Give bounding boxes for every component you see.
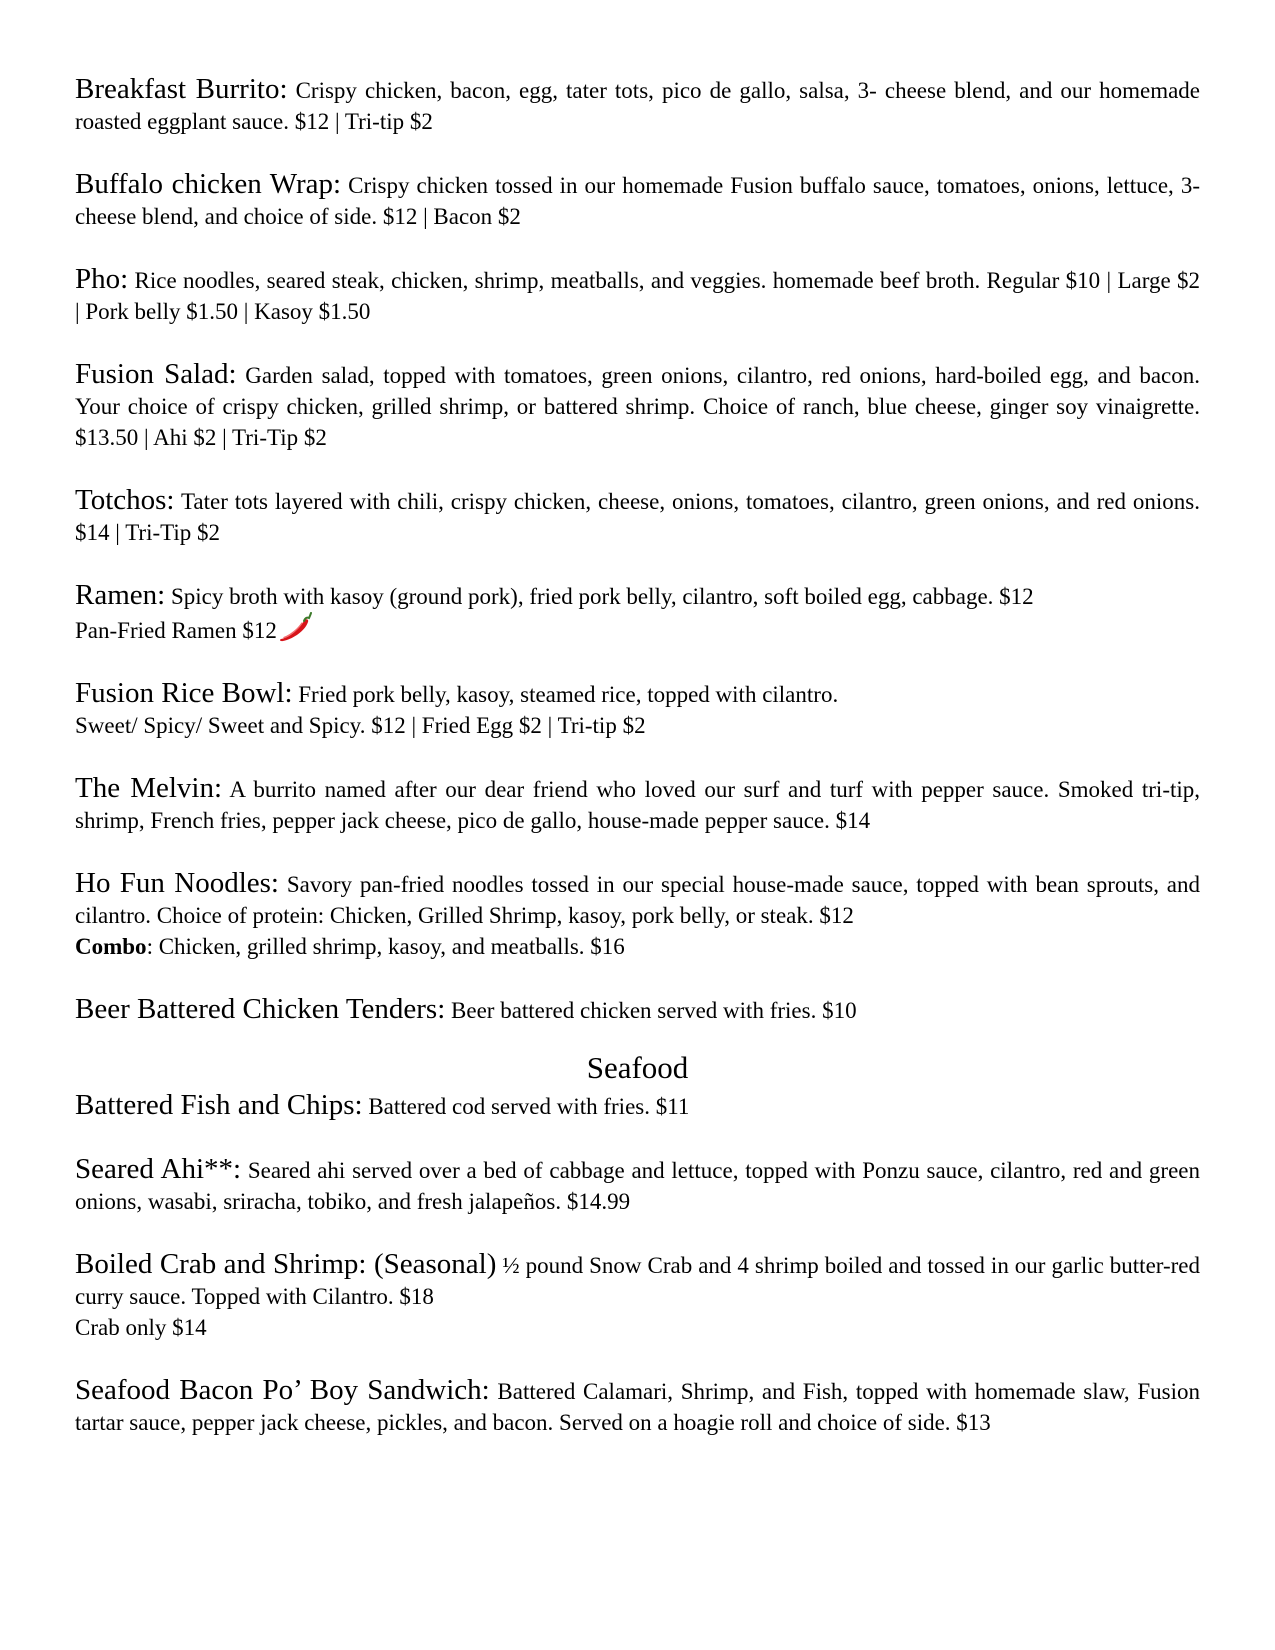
item-name: Fusion Salad: (75, 358, 237, 390)
menu-page (75, 74, 1200, 1470)
item-description: Savory pan-fried noodles tossed in our special house-made sauce, topped with bean sprouts, and cilantro. Choice of protein: Chicken, Grilled Shrimp, kasoy, pork belly, or steak. $12 (75, 872, 1201, 928)
menu-item-seafood-po-boy (75, 1375, 1200, 1438)
item-name: The Melvin: (75, 772, 223, 804)
item-extra-line (75, 612, 1200, 646)
item-description: Spicy broth with kasoy (ground pork), fried pork belly, cilantro, soft boiled egg, cabbage. $12 (170, 584, 1034, 609)
menu-item-buffalo-chicken-wrap (75, 169, 1200, 232)
item-name: Pho: (75, 263, 129, 295)
menu-item-pho (75, 264, 1200, 327)
item-name: Seafood Bacon Po’ Boy Sandwich: (75, 1374, 490, 1406)
item-description: Fried pork belly, kasoy, steamed rice, topped with cilantro. (298, 682, 839, 707)
item-extra: Crab only $14 (75, 1315, 207, 1340)
menu-item-ramen (75, 580, 1200, 646)
item-name: Breakfast Burrito: (75, 73, 288, 105)
item-description: ½ pound Snow Crab and 4 shrimp boiled and tossed in our garlic butter-red curry sauce. Topped with Cilantro. $18 (75, 1253, 1201, 1309)
item-description: Tater tots layered with chili, crispy chicken, cheese, onions, tomatoes, cilantro, green onions, and red onions. $14 | Tri-Tip $2 (75, 489, 1200, 545)
item-description: Garden salad, topped with tomatoes, green onions, cilantro, red onions, hard-boiled egg, and bacon. Your choice of crispy chicken, grilled shrimp, or battered shrimp. Choice of ranch, blue cheese, ginger soy vinaigrette. $13.50 | Ahi $2 | Tri-Tip $2 (75, 363, 1200, 450)
menu-item-seared-ahi (75, 1154, 1200, 1217)
item-name: Ramen: (75, 579, 166, 611)
menu-item-fusion-salad (75, 359, 1200, 453)
item-description: Rice noodles, seared steak, chicken, shrimp, meatballs, and veggies. homemade beef broth. Regular $10 | Large $2 | Pork belly $1.50 | Kasoy $1.50 (75, 268, 1201, 324)
menu-item-ho-fun-noodles (75, 868, 1200, 962)
item-name: Battered Fish and Chips: (75, 1089, 363, 1121)
menu-item-chicken-tenders (75, 994, 1200, 1026)
item-extra: Sweet/ Spicy/ Sweet and Spicy. $12 | Fried Egg $2 | Tri-tip $2 (75, 713, 646, 738)
item-name: Buffalo chicken Wrap: (75, 168, 342, 200)
chili-pepper-icon (278, 612, 312, 642)
menu-item-breakfast-burrito (75, 74, 1200, 137)
menu-item-fish-and-chips (75, 1090, 1200, 1122)
menu-item-totchos (75, 485, 1200, 548)
item-name: Boiled Crab and Shrimp: (Seasonal) (75, 1248, 497, 1280)
item-name: Ho Fun Noodles: (75, 867, 279, 899)
item-description: Crispy chicken tossed in our homemade Fusion buffalo sauce, tomatoes, onions, lettuce, 3- cheese blend, and choice of side. $12 | Bacon $2 (75, 173, 1200, 229)
item-description: Crispy chicken, bacon, egg, tater tots, pico de gallo, salsa, 3- cheese blend, and our homemade roasted eggplant sauce. $12 | Tri-tip $2 (75, 78, 1201, 134)
item-description: Seared ahi served over a bed of cabbage and lettuce, topped with Ponzu sauce, cilantro, red and green onions, wasabi, sriracha, tobiko, and fresh jalapeños. $14.99 (75, 1158, 1201, 1214)
menu-item-fusion-rice-bowl (75, 678, 1200, 741)
menu-item-the-melvin (75, 773, 1200, 836)
menu-item-boiled-crab-and-shrimp (75, 1249, 1200, 1343)
item-name: Fusion Rice Bowl: (75, 677, 293, 709)
combo-label: Combo (75, 934, 147, 959)
item-name: Totchos: (75, 484, 175, 516)
section-title-seafood: Seafood (586, 1050, 689, 1085)
item-name: Beer Battered Chicken Tenders: (75, 993, 446, 1025)
item-description: Battered cod served with fries. $11 (368, 1094, 690, 1119)
combo-line (75, 931, 1200, 962)
item-description: Battered Calamari, Shrimp, and Fish, topped with homemade slaw, Fusion tartar sauce, pepper jack cheese, pickles, and bacon. Served on a hoagie roll and choice of side. $13 (75, 1379, 1200, 1435)
item-description: A burrito named after our dear friend who loved our surf and turf with pepper sauce. Smoked tri-tip, shrimp, French fries, pepper jack cheese, pico de gallo, house-made pepper sauce. $14 (75, 777, 1201, 833)
item-description: Beer battered chicken served with fries. $10 (451, 998, 857, 1023)
combo-description: : Chicken, grilled shrimp, kasoy, and meatballs. $16 (146, 934, 625, 959)
item-extra: Pan-Fried Ramen $12 (75, 618, 277, 643)
item-name: Seared Ahi**: (75, 1153, 242, 1185)
